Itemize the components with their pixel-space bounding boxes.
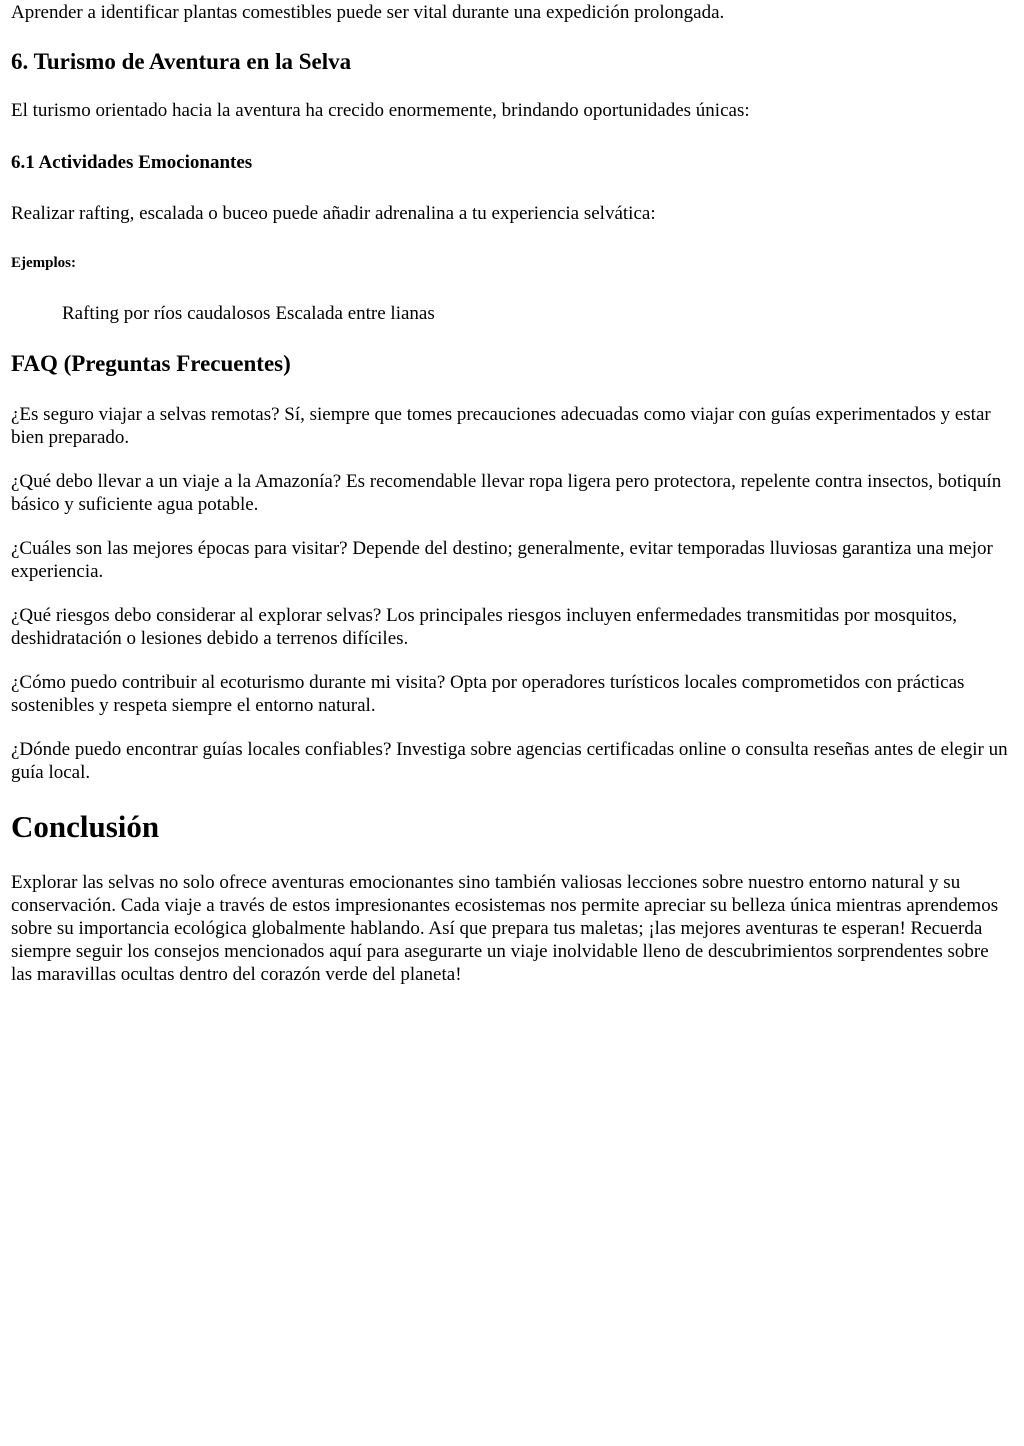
conclusion-heading: Conclusión [11, 809, 160, 844]
faq-heading: FAQ (Preguntas Frecuentes) [11, 351, 291, 376]
list-item: Rafting por ríos caudalosos [62, 303, 271, 324]
list-item: Escalada entre lianas [275, 303, 435, 324]
faq-item: ¿Dónde puedo encontrar guías locales confiables? Investiga sobre agencias certificadas online o consulta reseñas antes de elegir un guía local. [11, 739, 1008, 783]
faq-item: ¿Cómo puedo contribuir al ecoturismo durante mi visita? Opta por operadores turísticos locales comprometidos con prácticas sostenibles y respeta siempre el entorno natural. [11, 672, 965, 716]
section-6-1-paragraph: Realizar rafting, escalada o buceo puede añadir adrenalina a tu experiencia selvática: [11, 203, 656, 224]
faq-item: ¿Es seguro viajar a selvas remotas? Sí, siempre que tomes precauciones adecuadas como viajar con guías experimentados y estar bien preparado. [11, 404, 991, 448]
examples-label: Ejemplos: [11, 255, 76, 271]
section-6-1-heading: 6.1 Actividades Emocionantes [11, 152, 253, 173]
faq-item: ¿Cuáles son las mejores épocas para visitar? Depende del destino; generalmente, evitar temporadas lluviosas garantiza una mejor experiencia. [11, 538, 993, 582]
section-6-paragraph: El turismo orientado hacia la aventura ha crecido enormemente, brindando oportunidades únicas: [11, 100, 750, 121]
faq-item: ¿Qué riesgos debo considerar al explorar selvas? Los principales riesgos incluyen enfermedades transmitidas por mosquitos, deshidratación o lesiones debido a terrenos difíciles. [11, 605, 958, 649]
examples-list [62, 302, 1012, 325]
intro-paragraph: Aprender a identificar plantas comestibles puede ser vital durante una expedición prolongada. [11, 2, 725, 23]
section-6-heading: 6. Turismo de Aventura en la Selva [11, 49, 352, 74]
conclusion-paragraph: Explorar las selvas no solo ofrece aventuras emocionantes sino también valiosas lecciones sobre nuestro entorno natural y su conservación. Cada viaje a través de estos impresionantes ecosistemas nos permite apreciar su belleza única mientras aprendemos sobre su importancia ecológica globalmente hablando. Así que prepara tus maletas; ¡las mejores aventuras te esperan! Recuerda siempre seguir los consejos mencionados aquí para asegurarte un viaje inolvidable lleno de descubrimientos sorprendentes sobre las maravillas ocultas dentro del corazón verde del planeta! [11, 872, 999, 985]
faq-item: ¿Qué debo llevar a un viaje a la Amazonía? Es recomendable llevar ropa ligera pero protectora, repelente contra insectos, botiquín básico y suficiente agua potable. [11, 471, 1002, 515]
